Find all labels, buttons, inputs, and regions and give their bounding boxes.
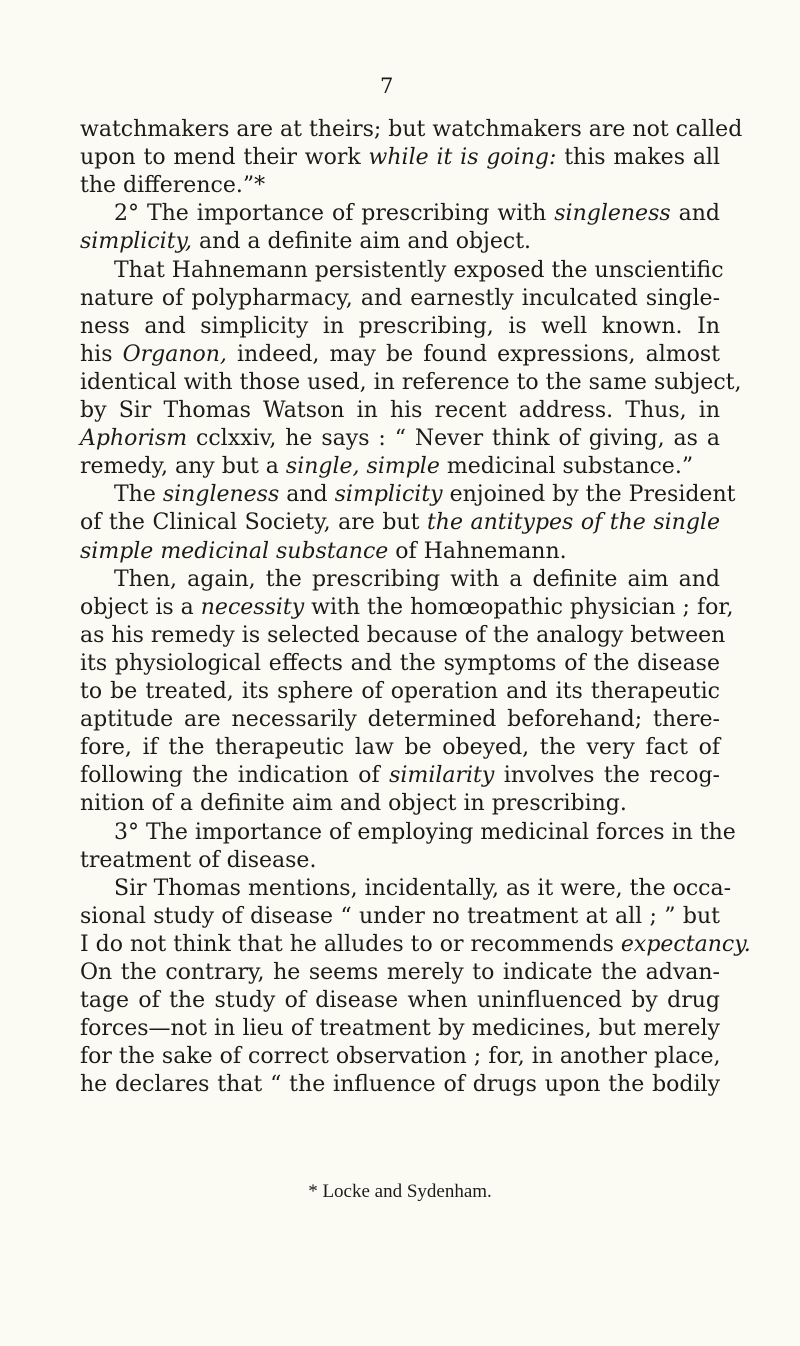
text-line xyxy=(80,1043,720,1071)
text-line xyxy=(80,397,720,425)
text-span: fore, if the therapeutic law be obeyed, the very fact of xyxy=(80,735,720,761)
text-span: treatment of disease. xyxy=(80,847,317,873)
italic-text: necessity xyxy=(200,594,305,620)
text-span: as his remedy is selected because of the analogy between xyxy=(80,622,726,648)
text-span: of Hahnemann. xyxy=(388,538,567,564)
italic-text: expectancy. xyxy=(620,931,751,957)
text-span: his xyxy=(80,341,123,367)
text-span: following the indication of xyxy=(80,763,390,789)
text-span: On the contrary, he seems merely to indicate the advan- xyxy=(80,960,720,985)
text-line xyxy=(80,790,720,818)
text-line xyxy=(80,903,720,931)
italic-text: similarity xyxy=(389,763,495,789)
text-line xyxy=(80,847,720,875)
italic-text: singleness xyxy=(554,201,671,227)
text-span: Then, again, the prescribing with a definite aim and xyxy=(114,566,720,592)
italic-text: Organon, xyxy=(122,341,227,367)
italic-text: singleness xyxy=(162,482,280,508)
text-span: this makes all xyxy=(556,145,721,171)
text-line xyxy=(80,172,720,200)
text-line xyxy=(80,734,720,762)
text-span: by Sir Thomas Watson in his recent address. Thus, in xyxy=(80,398,720,423)
text-line xyxy=(80,369,742,397)
text-line xyxy=(80,959,720,987)
text-span: The xyxy=(114,482,163,508)
text-span: remedy, any but a xyxy=(80,454,286,480)
footnote: * Locke and Sydenham. xyxy=(308,1181,492,1202)
text-span: 2° The importance of prescribing with xyxy=(114,201,555,227)
text-line xyxy=(80,285,720,313)
text-span: aptitude are necessarily determined beforehand; there- xyxy=(80,707,720,733)
text-span: nature of polypharmacy, and earnestly inculcated single- xyxy=(80,285,720,311)
text-span: identical with those used, in reference to the same subject, xyxy=(80,369,742,395)
text-line xyxy=(80,453,720,481)
text-line xyxy=(80,1071,720,1099)
text-line xyxy=(80,144,720,172)
text-line xyxy=(114,481,736,509)
italic-text: while it is going: xyxy=(368,145,557,171)
text-line xyxy=(80,538,720,566)
text-span: 3° The importance of employing medicinal forces in the xyxy=(114,819,736,845)
italic-text: Aphorism xyxy=(80,426,188,452)
text-span: That Hahnemann persistently exposed the unscientific xyxy=(114,257,724,283)
text-span: its physiological effects and the symptoms of the disease xyxy=(80,650,720,676)
text-span: and a definite aim and object. xyxy=(192,229,532,255)
text-span: with the homœopathic physician ; for, xyxy=(304,594,734,620)
text-span: Sir Thomas mentions, incidentally, as it were, the occa- xyxy=(114,875,732,901)
italic-text: simplicity, xyxy=(80,229,193,255)
text-line xyxy=(80,509,720,537)
text-line xyxy=(80,594,734,622)
text-span: sional study of disease “ under no treatment at all ; ” but xyxy=(80,903,720,929)
italic-text: simple medicinal substance xyxy=(80,538,389,564)
italic-text: the antitypes of the single xyxy=(426,510,720,536)
italic-text: single, simple xyxy=(285,454,440,480)
text-line xyxy=(80,425,720,453)
text-line xyxy=(80,313,720,341)
text-span: for the sake of correct observation ; for, in another place, xyxy=(80,1044,721,1070)
text-line xyxy=(80,987,720,1015)
text-span: tage of the study of disease when uninfluenced by drug xyxy=(80,988,720,1014)
text-line xyxy=(80,1015,720,1043)
text-line xyxy=(80,622,726,650)
text-span: involves the recog- xyxy=(494,763,720,789)
text-span: indeed, may be found expressions, almost xyxy=(226,341,720,367)
text-line xyxy=(114,819,736,847)
text-span: watchmakers are at theirs; but watchmakers are not called xyxy=(80,117,743,142)
text-span: I do not think that he alludes to or recommends xyxy=(80,931,621,957)
text-span: object is a xyxy=(80,594,201,620)
text-span: to be treated, its sphere of operation and its therapeutic xyxy=(80,679,720,704)
text-span: nition of a definite aim and object in prescribing. xyxy=(80,791,627,817)
text-line xyxy=(114,257,724,285)
text-span: enjoined by the President xyxy=(442,482,736,508)
text-span: cclxxiv, he says : “ Never think of giving, as a xyxy=(187,426,720,452)
text-span: and xyxy=(279,482,335,508)
text-line xyxy=(114,566,720,594)
text-span: the difference.”* xyxy=(80,173,266,199)
text-span: of the Clinical Society, are but xyxy=(80,510,427,536)
text-line xyxy=(80,116,743,144)
text-line xyxy=(114,875,732,903)
text-span: upon to mend their work xyxy=(80,145,369,171)
text-span: ness and simplicity in prescribing, is well known. In xyxy=(80,313,720,339)
text-span: medicinal substance.” xyxy=(439,454,694,480)
text-line xyxy=(80,706,720,734)
text-line xyxy=(80,341,720,369)
text-line xyxy=(80,228,720,256)
text-span: forces—not in lieu of treatment by medicines, but merely xyxy=(80,1016,720,1042)
text-line xyxy=(80,762,720,790)
page-number: 7 xyxy=(380,74,394,98)
text-span: he declares that “ the influence of drugs upon the bodily xyxy=(80,1072,720,1098)
text-line xyxy=(80,678,720,706)
italic-text: simplicity xyxy=(334,482,443,508)
text-line xyxy=(114,200,720,228)
text-line xyxy=(80,650,720,678)
text-line xyxy=(80,931,751,959)
text-span: and xyxy=(670,201,720,227)
